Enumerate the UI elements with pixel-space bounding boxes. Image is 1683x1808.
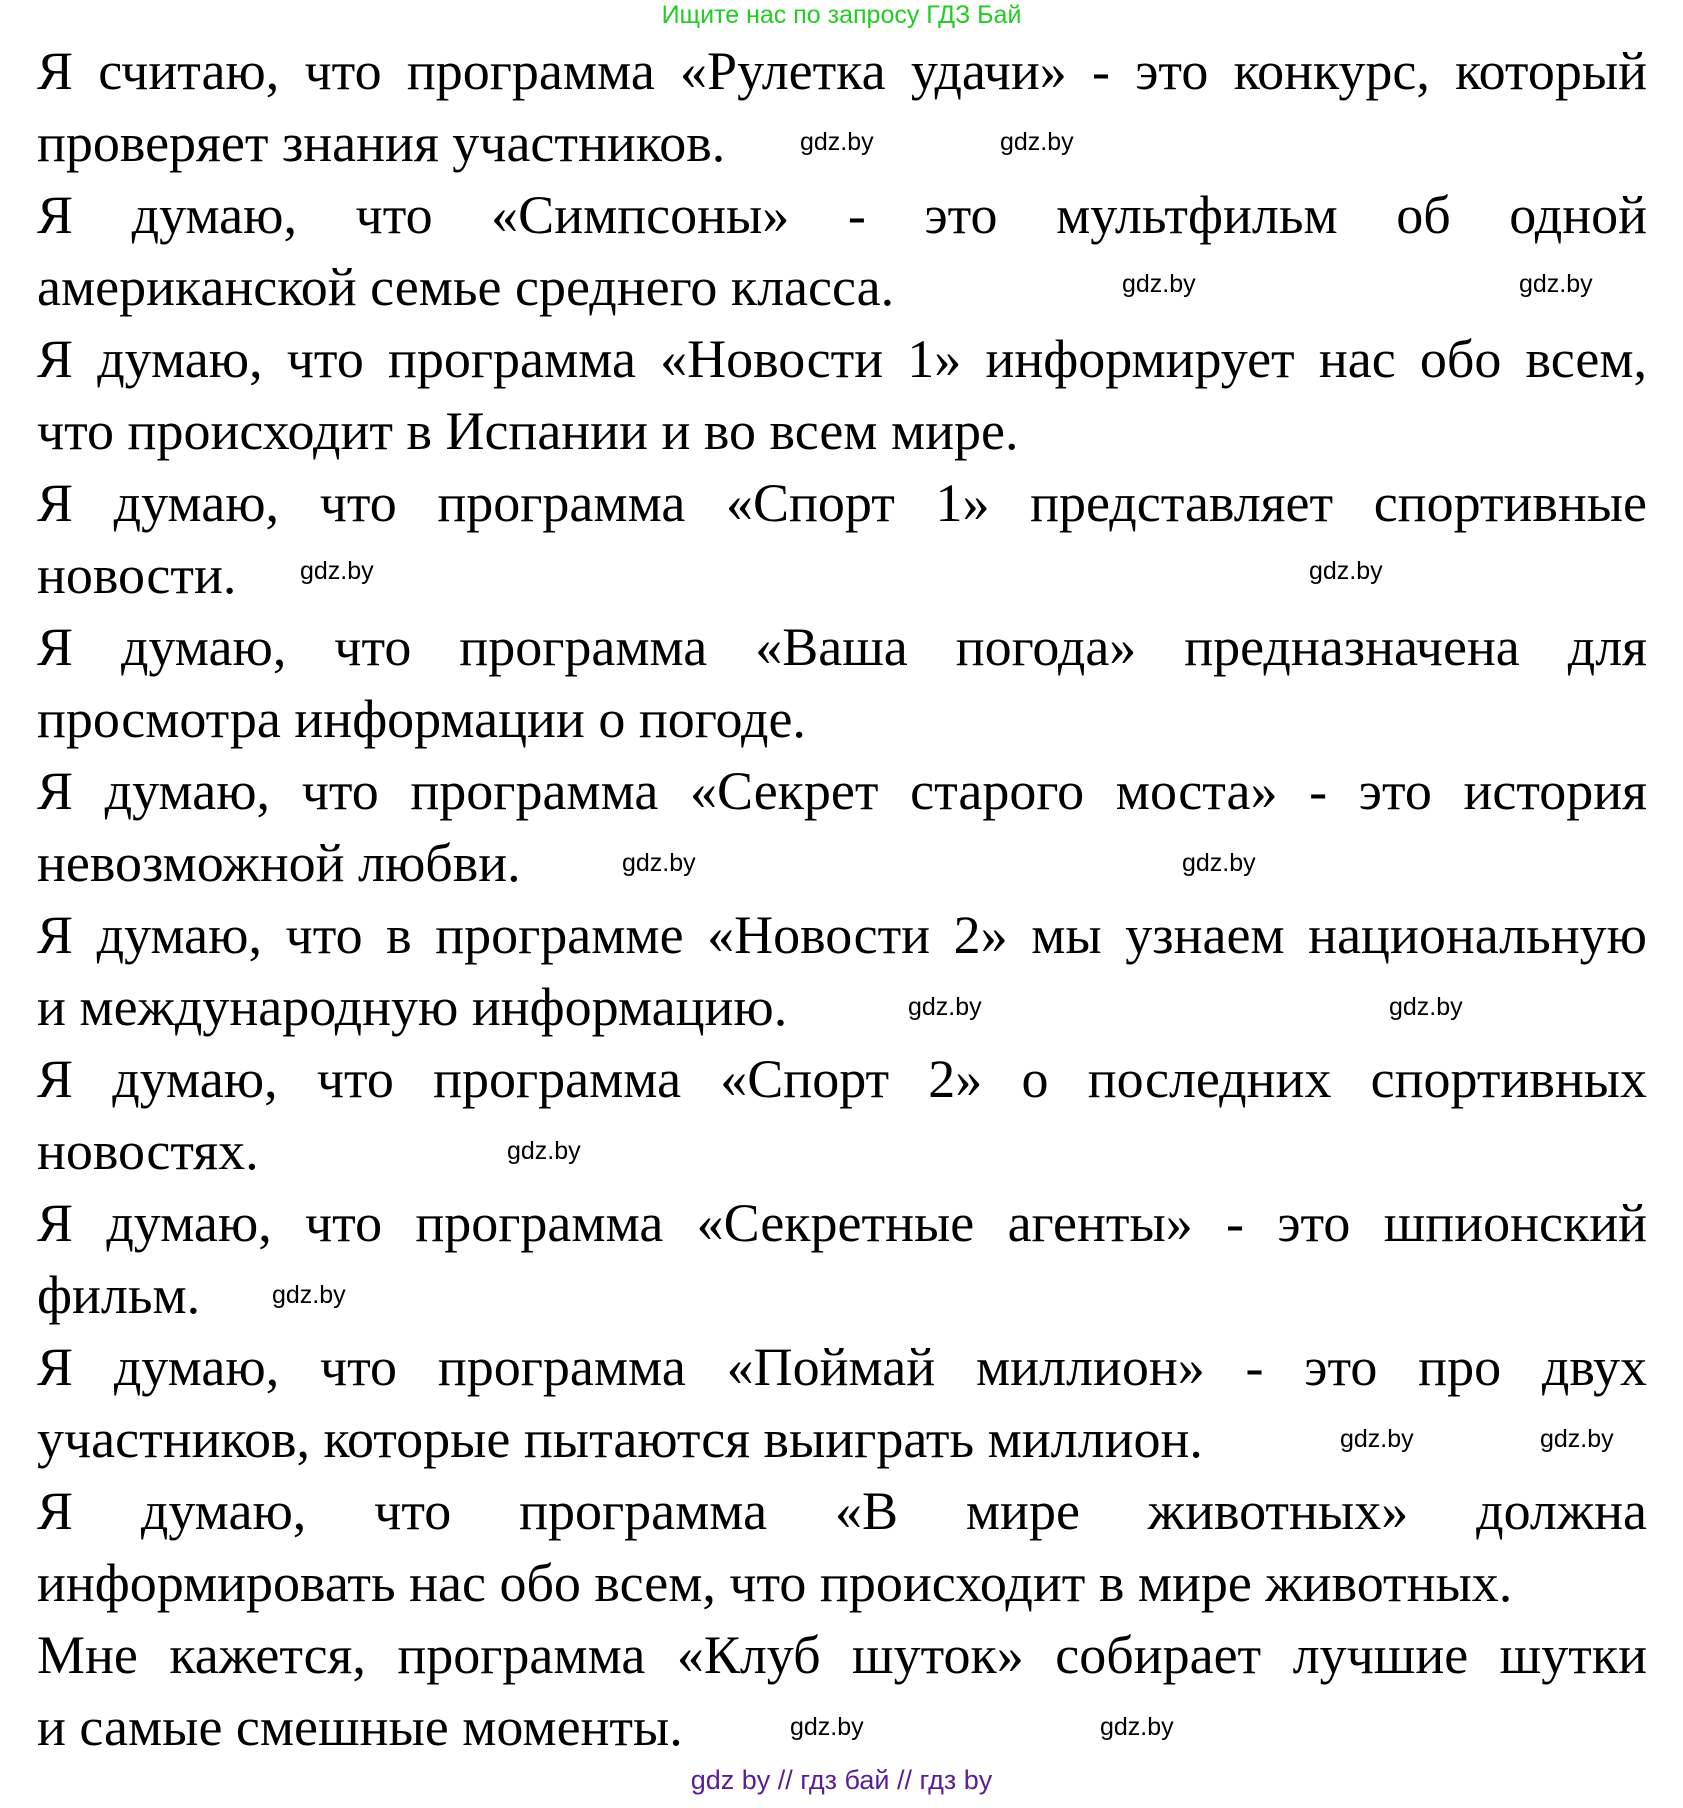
paragraph-9-line-1: Я думаю, что программа «Секретные агенты» - это шпионский [37,1193,1647,1253]
paragraph-8-line-1: Я думаю, что программа «Спорт 2» о последних спортивных [37,1049,1647,1109]
paragraph-4-line-1: Я думаю, что программа «Спорт 1» представляет спортивные [37,473,1647,533]
watermark-text: gdz.by [272,1281,346,1309]
paragraph-4-line-2: новости. [37,545,237,605]
watermark-text: gdz.by [800,128,874,156]
paragraph-2-line-2: американской семье среднего класса. [37,257,895,317]
paragraph-10-line-1: Я думаю, что программа «Поймай миллион» - это про двух [37,1337,1647,1397]
watermark-text: gdz.by [300,557,374,585]
watermark-text: gdz.by [1122,270,1196,298]
watermark-text: gdz.by [1182,849,1256,877]
paragraph-7-line-1: Я думаю, что в программе «Новости 2» мы узнаем национальную [37,905,1647,965]
watermark-text: gdz.by [507,1137,581,1165]
watermark-text: gdz.by [1309,557,1383,585]
watermark-text: gdz.by [790,1713,864,1741]
paragraph-11-line-1: Я думаю, что программа «В мире животных» должна [37,1481,1647,1541]
paragraph-1-line-2: проверяет знания участников. [37,113,726,173]
watermark-text: gdz.by [1000,128,1074,156]
watermark-text: gdz.by [908,993,982,1021]
footer-watermark: gdz by // гдз бай // гдз by [690,1765,993,1795]
watermark-text: gdz.by [622,849,696,877]
paragraph-10-line-2: участников, которые пытаются выиграть миллион. [37,1409,1203,1469]
watermark-text: gdz.by [1540,1425,1614,1453]
paragraph-12-line-2: и самые смешные моменты. [37,1697,683,1757]
watermark-text: gdz.by [1340,1425,1414,1453]
paragraph-6-line-2: невозможной любви. [37,833,521,893]
watermark-text: gdz.by [1100,1713,1174,1741]
paragraph-3-line-2: что происходит в Испании и во всем мире. [37,401,1019,461]
watermark-text: gdz.by [1389,993,1463,1021]
search-hint-banner: Ищите нас по запросу ГДЗ Бай [661,1,1022,29]
paragraph-2-line-1: Я думаю, что «Симпсоны» - это мультфильм об одной [37,185,1647,245]
paragraph-9-line-2: фильм. [37,1265,201,1325]
paragraph-7-line-2: и международную информацию. [37,977,788,1037]
paragraph-1-line-1: Я считаю, что программа «Рулетка удачи» - это конкурс, который [37,41,1647,101]
paragraph-5-line-1: Я думаю, что программа «Ваша погода» предназначена для [37,617,1647,677]
paragraph-3-line-1: Я думаю, что программа «Новости 1» информирует нас обо всем, [37,329,1647,389]
paragraph-5-line-2: просмотра информации о погоде. [37,689,806,749]
paragraph-11-line-2: информировать нас обо всем, что происходит в мире животных. [37,1553,1513,1613]
paragraph-12-line-1: Мне кажется, программа «Клуб шуток» собирает лучшие шутки [37,1625,1647,1685]
watermark-text: gdz.by [1519,270,1593,298]
answer-text [37,35,1647,1763]
paragraph-8-line-2: новостях. [37,1121,259,1181]
paragraph-6-line-1: Я думаю, что программа «Секрет старого моста» - это история [37,761,1647,821]
